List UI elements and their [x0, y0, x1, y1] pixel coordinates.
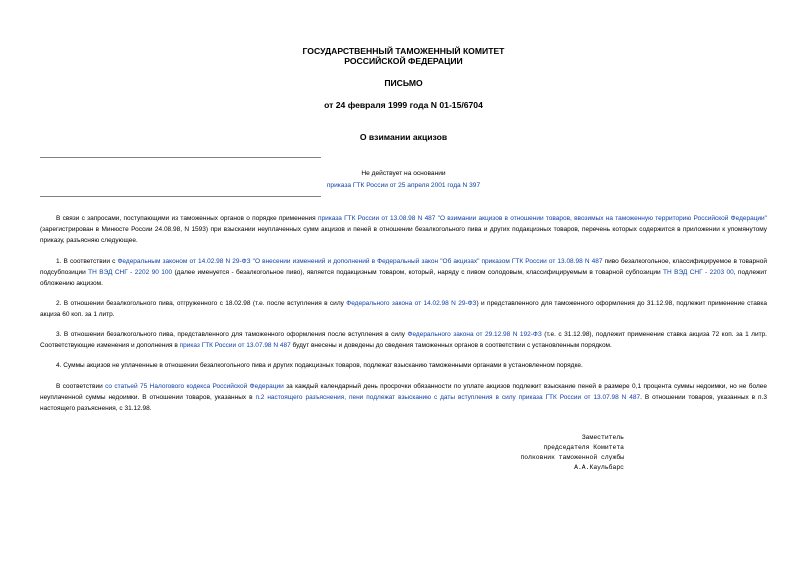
document-title: О взимании акцизов: [359, 132, 448, 142]
para-text: ) и представленного для таможенного оформления до 31.12.98, подлежит применение ставка акциза 60 коп. за 1 литр.: [40, 300, 767, 318]
para-text: 4. Суммы акцизов не уплаченные в отношении безалкогольного пива и других подакцизных товаров, подлежат взысканию таможенными органами в установленном порядке.: [56, 362, 583, 369]
paragraph-2: [40, 298, 767, 320]
tn-ved-2202-link[interactable]: ТН ВЭД СНГ - 2202 90 100: [88, 269, 173, 276]
federal-law-192fz-link[interactable]: Федерального закона от 29.12.98 N 192-ФЗ: [407, 331, 542, 338]
signature-committee: председателя Комитета: [543, 444, 624, 451]
paragraph-3: [40, 329, 767, 351]
para-text: 2. В отношении безалкогольного пива, отгруженного с 18.02.98 (т.е. после вступления в силу: [56, 300, 347, 307]
separator-rule: [40, 157, 321, 158]
paragraph-1: [40, 256, 767, 289]
para-text: будут внесены и доведены до сведения таможенных органов в соответствии с установленным порядком.: [290, 342, 612, 349]
federal-law-29fz-link[interactable]: Федерального закона от 14.02.98 N 29-ФЗ: [346, 300, 477, 307]
para-text: (т.е. с 31.12.98), подлежит применение ставка акциза 72 коп. за 1 литр. Соответствующие изменения и дополнения в: [40, 331, 767, 349]
status-note-text: Не действует на основании: [361, 170, 446, 177]
order-487-link[interactable]: приказ ГТК России от 13.07.98 N 487: [179, 342, 291, 349]
para-text: пиво безалкогольное, классифицируемое в товарной подсубпозиции: [40, 258, 767, 276]
para-text: , подлежит обложению акцизом.: [40, 269, 768, 287]
federal-law-29fz-link[interactable]: Федеральным законом от 14.02.98 N 29-ФЗ "О внесении изменений и дополнений в Федеральный закон "Об акцизах": [117, 258, 480, 265]
paragraph-5: [40, 381, 767, 414]
org-name-line2: РОССИЙСКОЙ ФЕДЕРАЦИИ: [344, 56, 463, 66]
org-name-line1: ГОСУДАРСТВЕННЫЙ ТАМОЖЕННЫЙ КОМИТЕТ: [302, 46, 505, 56]
signatory-name: А.А.Каульбарс: [574, 464, 624, 471]
document-date-number: от 24 февраля 1999 года N 01-15/6704: [324, 100, 483, 110]
status-note-line2: [0, 180, 807, 191]
paragraph-4: [40, 360, 767, 371]
document-type: ПИСЬМО: [384, 78, 423, 88]
order-487-link[interactable]: приказа ГТК России от 13.08.98 N 487 "О взимании акцизов в отношении товаров, ввозимых на таможенную территорию Российской Федерации": [317, 215, 767, 222]
separator-rule-2: [40, 196, 321, 197]
para-text: В соответствии: [56, 383, 106, 390]
para-text: (далее именуется - безалкогольное пиво), является подакцизным товаром, который, наряду с пивом солодовым, классифицируемым в товарной субпозиции: [172, 269, 664, 276]
order-487-link[interactable]: приказом ГТК России от 13.08.98 N 487: [481, 258, 603, 265]
para-text: за каждый календарный день просрочки обязанности по уплате акцизов подлежит взыскание пеней в размере 0,1 процента суммы недоимки, но не более неуплаченной суммы недоимки. В отношении товаров, указанных в: [40, 383, 767, 401]
para-text: 1. В соответствии с: [56, 258, 118, 265]
tn-ved-2203-link[interactable]: ТН ВЭД СНГ - 2203 00: [663, 269, 734, 276]
clause-2-penalty-link[interactable]: п.2 настоящего разъяснения, пени подлежат взысканию с даты вступления в силу приказа ГТК России от 13.07.98 N 487: [255, 394, 641, 401]
signature-position: Заместитель: [581, 434, 624, 441]
repeal-order-link[interactable]: приказа ГТК России от 25 апреля 2001 года N 397: [326, 182, 481, 189]
para-text: 3. В отношении безалкогольного пива, представленного для таможенного оформления после вступления в силу: [56, 331, 408, 338]
signature-rank: полковник таможенной службы: [520, 454, 624, 461]
tax-code-article-75-link[interactable]: со статьей 75 Налогового кодекса Российской Федерации: [105, 383, 284, 390]
para-text: В связи с запросами, поступающими из таможенных органов о порядке применения: [56, 215, 318, 222]
para-text: (зарегистрирован в Минюсте России 24.08.98, N 1593) при взыскании неуплаченных сумм акцизов и пеней в отношении безалкогольного пива и других подакцизных товаров, перечень которых содержится в приложении к упомянутому приказу, разъясняю следующее.: [40, 226, 767, 244]
paragraph-intro: [40, 213, 767, 246]
para-text: . В отношении товаров, указанных в п.3 настоящего разъяснения, с 31.12.98.: [40, 394, 767, 412]
